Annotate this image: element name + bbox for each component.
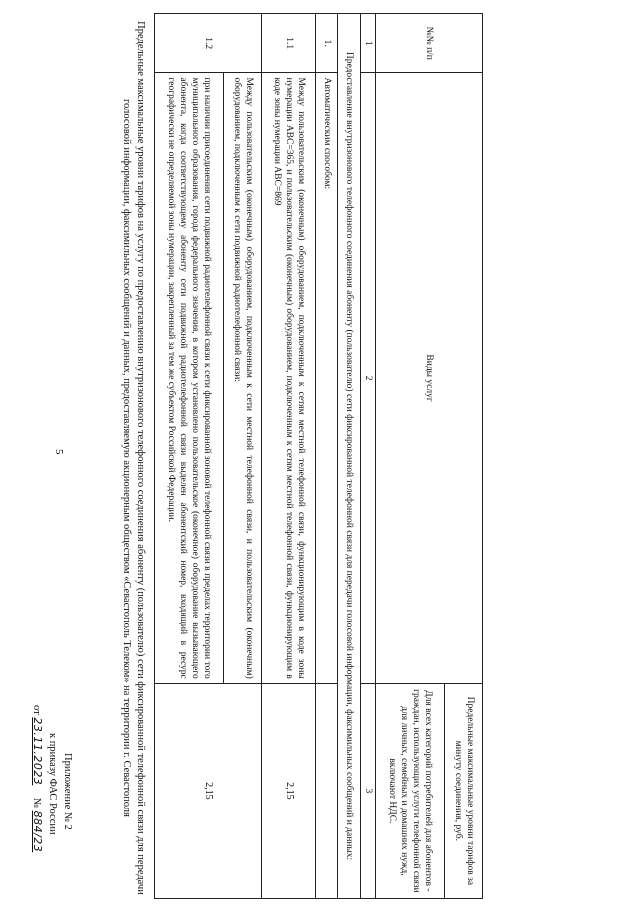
row-num: 1.2 bbox=[155, 14, 262, 73]
section-cell: Предоставление внутризонового телефонного соединения абоненту (пользователю) сети фиксированной телефонной связи для передачи голосовой информации, факсимильных сообщений и данных: bbox=[338, 14, 360, 899]
header-num: №№ п/п bbox=[375, 14, 482, 73]
order-number: 884/23 bbox=[31, 810, 44, 853]
header-tariff-group: Предельные максимальные уровни тарифов за минуту соединения, руб. bbox=[445, 683, 483, 898]
section-row bbox=[338, 14, 360, 899]
table-row bbox=[316, 14, 338, 899]
number-prefix: № bbox=[31, 797, 42, 808]
header-tariff-sub: Для всех категорий потребителей для абонентов - граждан, использующих услуги телефонной связи для личных, семейных и домашних нужд, включают НДС. bbox=[375, 683, 444, 898]
tariff-table bbox=[154, 13, 483, 899]
row-text: Автоматическим способом: bbox=[316, 73, 338, 683]
row-num: 1.1 bbox=[262, 14, 316, 73]
row-value: 2,15 bbox=[155, 683, 262, 898]
row-value bbox=[316, 683, 338, 898]
appendix-date-line bbox=[29, 705, 45, 875]
row-text: Между пользовательским (оконечным) оборудованием, подключенным к сети местной телефонной связи, и пользовательским (оконечным) оборудованием, подключенным к сети подвижной радиотелефонной связи: bbox=[224, 73, 262, 683]
appendix-block bbox=[29, 705, 75, 875]
table-row bbox=[262, 14, 316, 899]
index-cell: 3 bbox=[360, 683, 375, 898]
appendix-order: к приказу ФАС России bbox=[47, 733, 58, 835]
row-num: 1. bbox=[316, 14, 338, 73]
document-title: Предельные максимальные уровни тарифов на услугу по предоставлению внутризонового телефонного соединения абоненту (пользователю) сети фиксированной телефонной связи для передачи голосовой информации, факсимильных сообщений и данных, предоставляемую акционерным обществом «Севастополь Телеком» на территории г. Севастополя bbox=[121, 21, 146, 895]
appendix-title: Приложение № 2 bbox=[62, 753, 73, 830]
index-cell: 1 bbox=[360, 14, 375, 73]
order-date: 23.11.2023 bbox=[31, 717, 44, 786]
index-cell: 2 bbox=[360, 73, 375, 683]
date-prefix: от bbox=[31, 705, 42, 715]
table-header-row bbox=[445, 14, 483, 899]
index-row bbox=[360, 14, 375, 899]
header-service: Виды услуг bbox=[375, 73, 482, 683]
table-row bbox=[224, 14, 262, 899]
row-value: 2,15 bbox=[262, 683, 316, 898]
row-text: Между пользовательским (оконечным) оборудованием, подключенным к сетям местной телефонной связи, функционирующим в коде зоны нумерации АВС=365, и пользовательским (оконечным) оборудованием, подключенным к сетям местной телефонной связи, функционирующим в коде зоны нумерации АВС=869 bbox=[262, 73, 316, 683]
row-text: при наличии присоединения сети подвижной радиотелефонной связи к сети фиксированной зоновой телефонной связи в пределах территории того муниципального образования, города федерального значения, в котором установлено пользовательское (оконечное) оборудование вызывающего абонента, когда соответствующему абоненту сети подвижной радиотелефонной связи выделен абонентский номер, входящий в ресурс географически не определяемой зоны нумерации, закрепленный за тем же субъектом Российской Федерации. bbox=[155, 73, 224, 683]
page-number: 5 bbox=[53, 449, 65, 455]
